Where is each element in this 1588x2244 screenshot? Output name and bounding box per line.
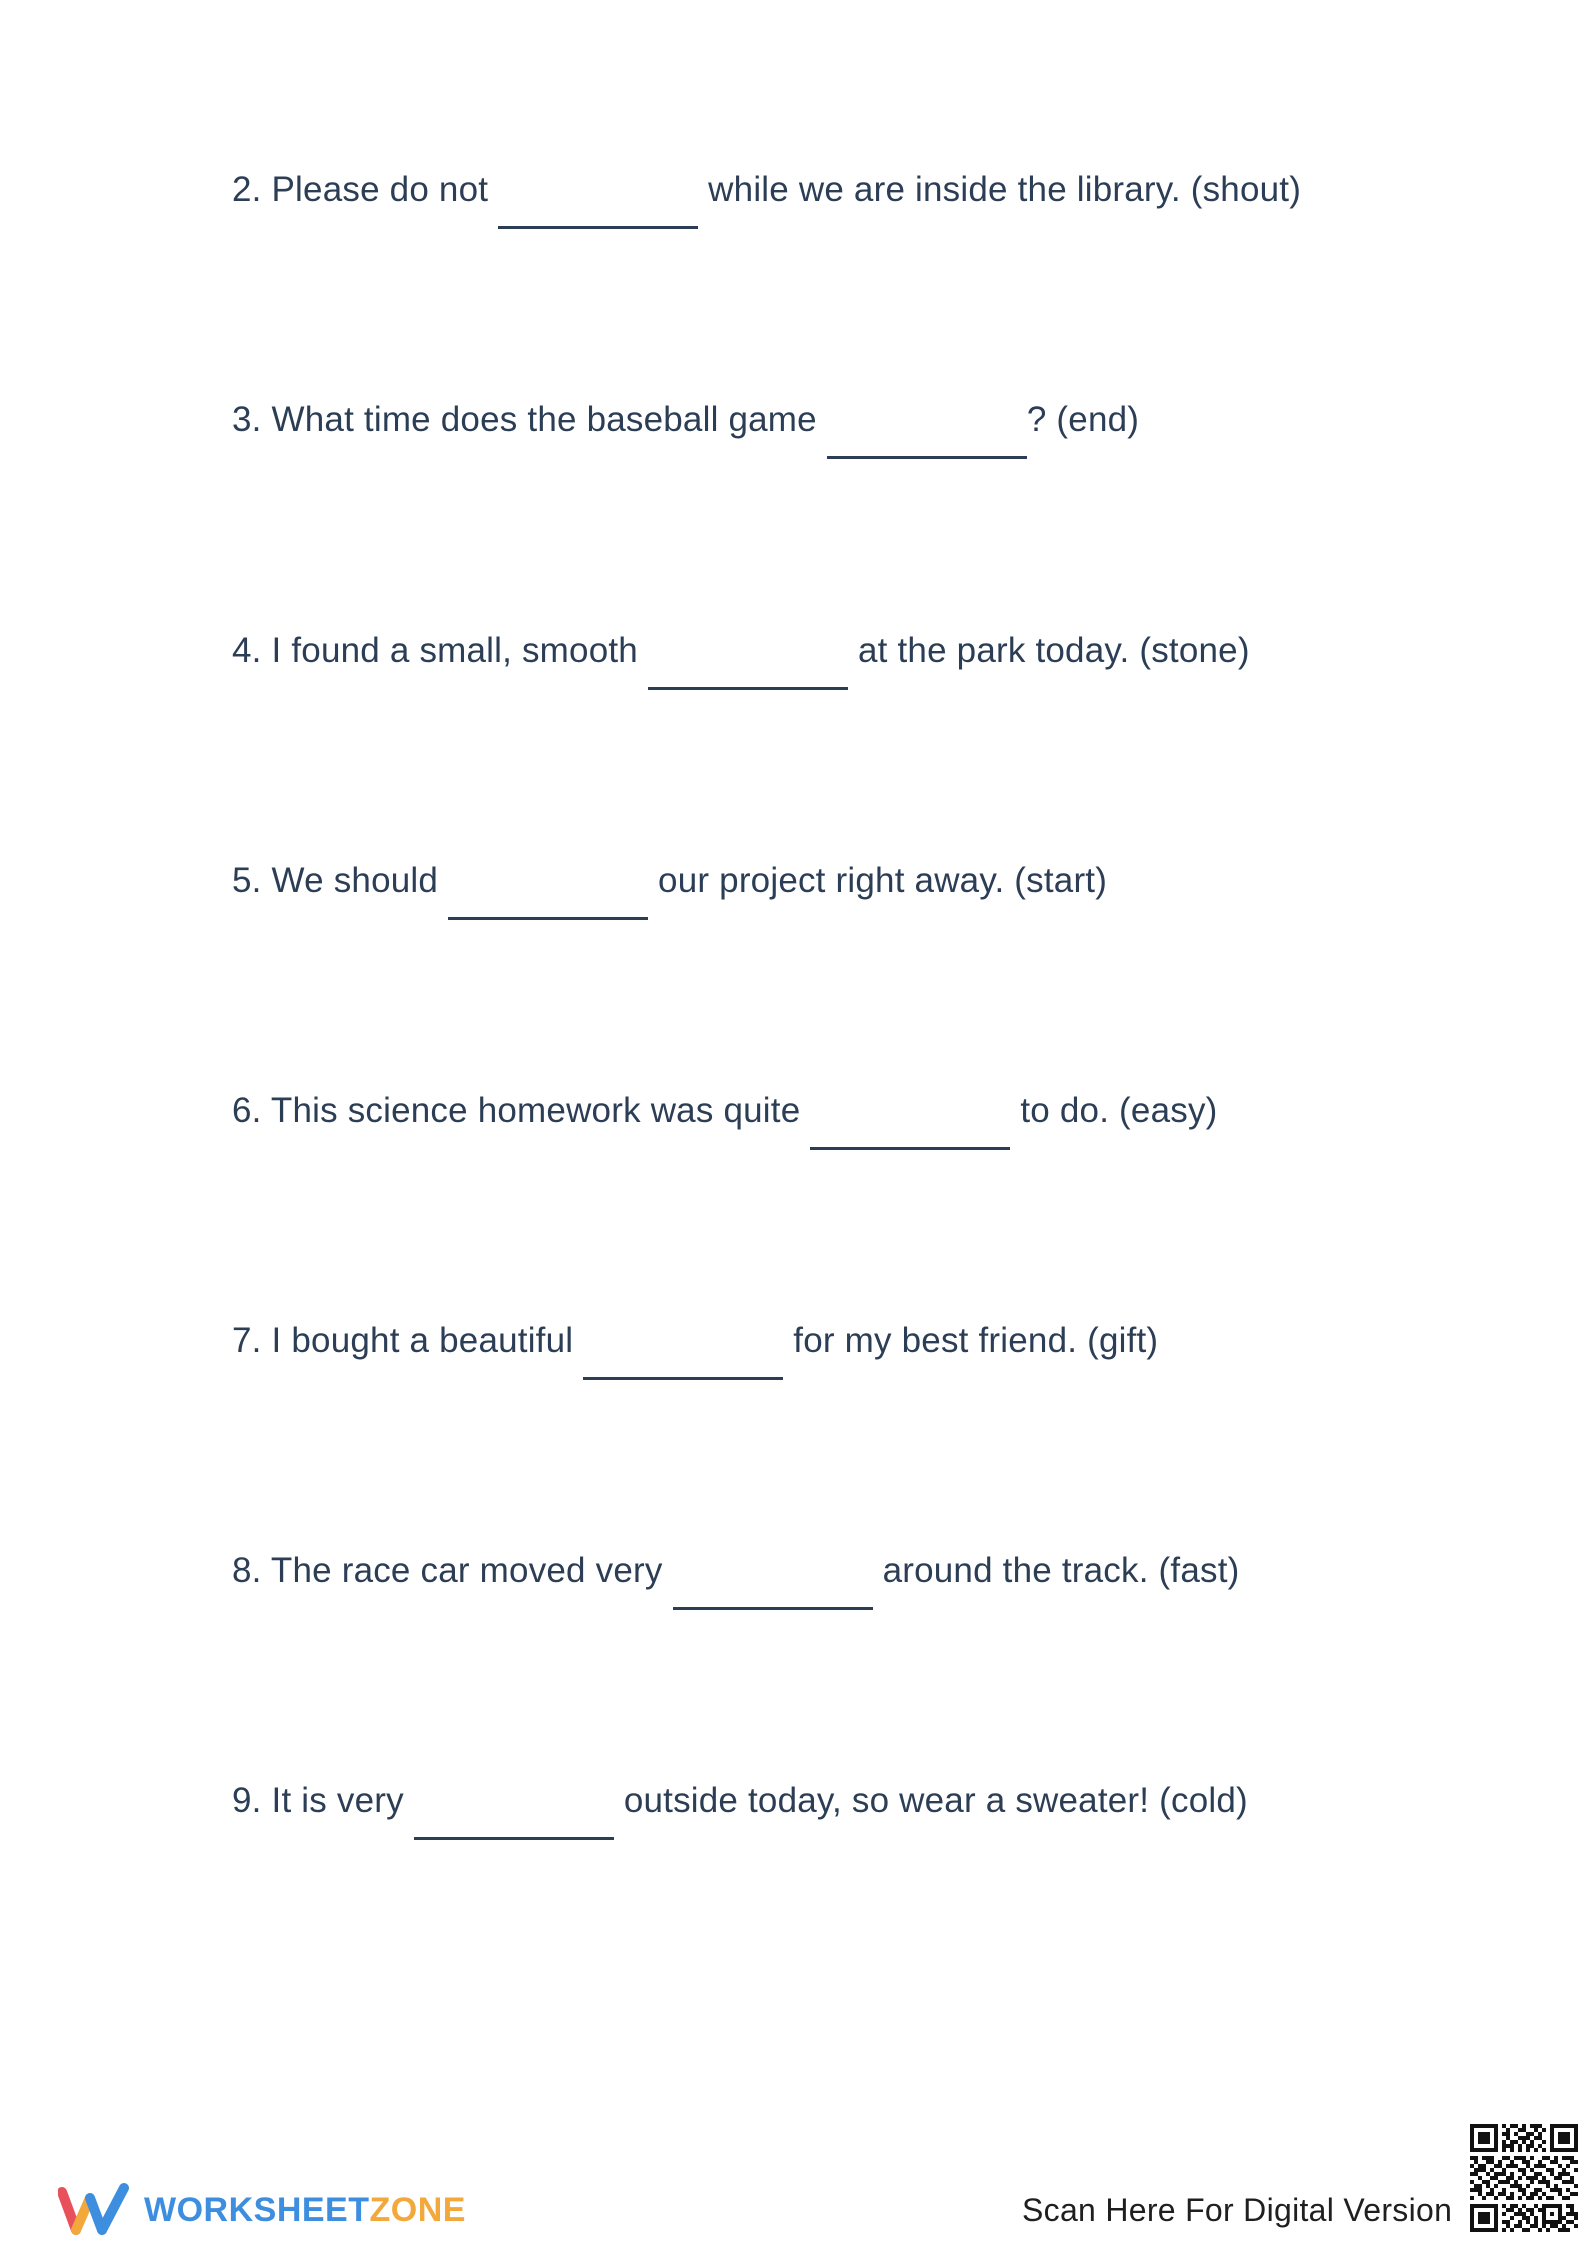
- question-4: [232, 631, 1250, 671]
- brand-name-part1: WORKSHEET: [144, 2190, 370, 2229]
- answer-blank-4[interactable]: [648, 687, 848, 690]
- question-4-text-before: 4. I found a small, smooth: [232, 631, 638, 670]
- answer-blank-2[interactable]: [498, 226, 698, 229]
- question-9-text-after: outside today, so wear a sweater! (cold): [623, 1781, 1248, 1820]
- question-8-text-before: 8. The race car moved very: [232, 1551, 663, 1590]
- question-3: [232, 400, 1139, 440]
- question-7-text-after: for my best friend. (gift): [793, 1321, 1159, 1360]
- question-4-text-after: at the park today. (stone): [857, 631, 1250, 670]
- question-2: [232, 170, 1301, 210]
- answer-blank-8[interactable]: [673, 1607, 873, 1610]
- question-6: [232, 1091, 1218, 1131]
- question-6-text-after: to do. (easy): [1020, 1091, 1218, 1130]
- answer-blank-3[interactable]: [827, 456, 1027, 459]
- scan-label: Scan Here For Digital Version: [1022, 2192, 1453, 2228]
- brand-logo: [58, 2182, 466, 2238]
- brand-name-part2: ZONE: [369, 2190, 466, 2229]
- answer-blank-6[interactable]: [810, 1147, 1010, 1150]
- question-5-text-before: 5. We should: [232, 861, 439, 900]
- answer-blank-5[interactable]: [448, 917, 648, 920]
- question-5: [232, 861, 1107, 901]
- qr-code-icon[interactable]: [1470, 2124, 1578, 2232]
- question-8: [232, 1551, 1239, 1591]
- question-6-text-before: 6. This science homework was quite: [232, 1091, 801, 1130]
- question-9: [232, 1781, 1248, 1821]
- brand-name: [144, 2191, 466, 2230]
- worksheetzone-w-logo-icon: [58, 2182, 130, 2238]
- question-3-text-before: 3. What time does the baseball game: [232, 400, 817, 439]
- question-7-text-before: 7. I bought a beautiful: [232, 1321, 574, 1360]
- question-5-text-after: our project right away. (start): [658, 861, 1108, 900]
- question-2-text-after: while we are inside the library. (shout): [708, 170, 1302, 209]
- question-8-text-after: around the track. (fast): [882, 1551, 1240, 1590]
- question-2-text-before: 2. Please do not: [232, 170, 489, 209]
- answer-blank-7[interactable]: [583, 1377, 783, 1380]
- question-9-text-before: 9. It is very: [232, 1781, 404, 1820]
- answer-blank-9[interactable]: [414, 1837, 614, 1840]
- question-7: [232, 1321, 1158, 1361]
- question-3-text-after: ? (end): [1026, 400, 1140, 439]
